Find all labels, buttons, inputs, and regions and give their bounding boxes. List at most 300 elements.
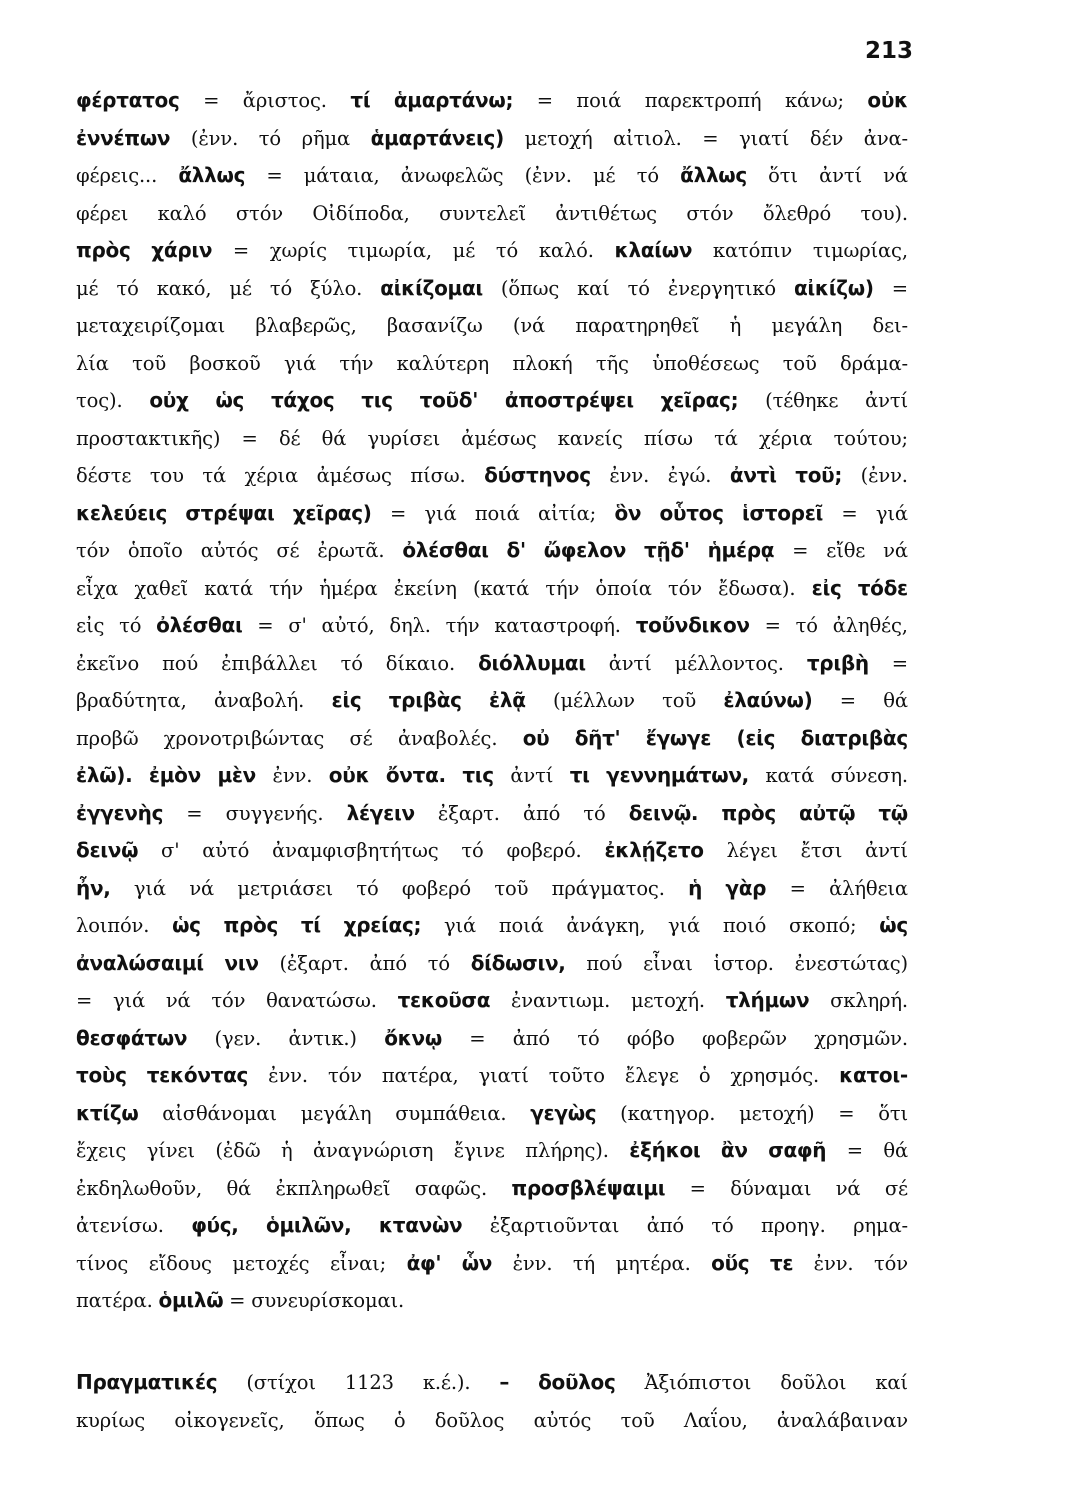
gloss-word: γιά: [668, 914, 701, 937]
gloss-word: τά: [202, 464, 227, 487]
gloss-word: κατόπιν: [712, 239, 793, 262]
gloss-word: οἰκογενεῖς,: [174, 1408, 285, 1432]
gloss-word: τό: [583, 801, 606, 825]
gloss-word: κατά: [204, 576, 253, 600]
gloss-word: ποιά: [576, 89, 622, 112]
lemma-word: ἐννέπων: [76, 125, 171, 150]
gloss-word: μέ: [76, 276, 99, 300]
gloss-word: δύναμαι: [730, 1176, 812, 1200]
gloss-word: ποιά: [498, 914, 544, 937]
gloss-word: εἴδους: [148, 1251, 212, 1275]
lemma-word: τι: [569, 763, 590, 787]
text-line: [76, 495, 908, 533]
gloss-word: δει-: [872, 314, 908, 337]
gloss-word: του: [149, 464, 184, 487]
gloss-word: τό: [495, 239, 519, 262]
gloss-word: τούτου;: [833, 426, 908, 450]
gloss-word: ἄριστος.: [242, 89, 327, 112]
lemma-word: τε: [769, 1250, 794, 1275]
text-line: [76, 1095, 908, 1133]
lemma-word: δύστηνος: [484, 463, 591, 487]
lemma-word: ἁμαρτάνεις): [370, 125, 504, 150]
gloss-word: συνευρίσκομαι.: [251, 1289, 405, 1312]
gloss-word: (ἐξαρτ.: [279, 951, 349, 975]
gloss-word: ἐνεστώτας): [794, 951, 908, 975]
gloss-word: δίκαιο.: [385, 651, 456, 675]
gloss-word: γιατί: [478, 1064, 529, 1087]
gloss-word: τόν: [327, 1064, 362, 1087]
gloss-word: μετριάσει: [237, 876, 333, 900]
lemma-word: οὐ: [522, 725, 550, 750]
gloss-word: εἰς: [76, 614, 105, 637]
lemma-word: ἐγγενὴς: [76, 800, 164, 825]
gloss-word: αὐτός: [533, 1408, 592, 1432]
lemma-word: ὡς: [879, 913, 908, 937]
lemma-word: γεννημάτων,: [606, 763, 749, 787]
text-line: [76, 795, 908, 833]
gloss-word: ἀντί: [819, 164, 862, 187]
lemma-word: διόλλυμαι: [478, 650, 586, 675]
gloss-word: ὁ: [698, 1064, 711, 1087]
gloss-word: Ἀξιόπιστοι: [644, 1370, 752, 1394]
gloss-word: εἴθε: [826, 539, 866, 562]
gloss-word: ἔγινε: [453, 1139, 505, 1162]
lemma-word: δ': [506, 538, 526, 562]
lemma-word: (εἰς: [736, 725, 776, 750]
lemma-word: ἐλῶ).: [76, 763, 133, 787]
gloss-word: ἀντί: [608, 651, 652, 675]
lemma-word: χεῖρας): [292, 500, 372, 525]
gloss-word: ἐγώ.: [667, 464, 712, 487]
gloss-word: νά: [165, 989, 191, 1012]
lemma-word: Πραγματικές: [76, 1369, 218, 1394]
gloss-word: τό: [119, 614, 142, 637]
gloss-word: σέ: [276, 539, 300, 562]
gloss-word: (κατά: [472, 576, 530, 600]
gloss-word: (στίχοι: [246, 1370, 316, 1394]
gloss-word: μεταχειρίζομαι: [76, 314, 226, 337]
lemma-word: προσβλέψαιμι: [511, 1175, 666, 1200]
gloss-word: κανείς: [557, 426, 623, 450]
lemma-word: ἐκλῄζετο: [604, 838, 704, 862]
text-line: [76, 870, 908, 908]
gloss-word: συγγενής.: [225, 801, 324, 825]
gloss-word: γυρίσει: [367, 426, 441, 450]
gloss-word: χρησμός.: [730, 1064, 820, 1087]
gloss-word: ἐνν.: [272, 764, 313, 787]
gloss-word: ἐνν.: [268, 1064, 308, 1087]
gloss-word: κυρίως: [76, 1408, 146, 1432]
gloss-word: =: [229, 1289, 246, 1312]
lemma-word: τριβὰς: [388, 688, 462, 712]
gloss-word: =: [841, 501, 858, 525]
gloss-word: του).: [860, 201, 908, 225]
text-line: [76, 307, 908, 345]
lemma-word: ἄλλως: [680, 163, 747, 187]
gloss-word: μάταια,: [303, 164, 380, 187]
lemma-word: ἱστορεῖ: [742, 500, 824, 525]
gloss-word: φοβερό: [401, 876, 471, 900]
gloss-word: καταστροφή.: [494, 614, 621, 637]
lemma-word: ὄκνῳ: [384, 1025, 442, 1050]
gloss-word: τό: [116, 276, 139, 300]
lemma-word: τάχος: [270, 388, 335, 412]
gloss-word: =: [257, 614, 274, 637]
lemma-word: τοῦδ': [419, 388, 479, 412]
gloss-word: (νά: [512, 314, 546, 337]
gloss-word: πλοκή: [512, 351, 573, 375]
gloss-word: μεγάλη: [771, 314, 843, 337]
gloss-word: βασανίζω: [386, 314, 483, 337]
gloss-word: =: [702, 126, 719, 150]
gloss-word: ἐναντιωμ.: [510, 989, 611, 1012]
gloss-word: θά: [883, 689, 908, 712]
gloss-word: ἀνα-: [863, 126, 908, 150]
gloss-word: ἀναλάβαιναν: [776, 1408, 908, 1432]
lemma-word: πρὸς: [223, 913, 279, 937]
text-line: [76, 832, 908, 870]
gloss-word: ἀπό: [369, 951, 407, 975]
gloss-word: γιά: [875, 501, 908, 525]
gloss-word: ἐνν.: [609, 464, 650, 487]
lemma-word: οὐκ: [328, 763, 370, 787]
lemma-word: αἰκίζομαι: [380, 275, 483, 300]
lemma-word: τις: [361, 388, 393, 412]
text-line: [76, 1402, 908, 1440]
gloss-word: δοῦλος: [434, 1408, 505, 1432]
text-line: [76, 1132, 908, 1170]
gloss-word: αὐτό: [202, 839, 250, 862]
lemma-word: χεῖρας;: [660, 388, 739, 412]
lemma-word: κλαίων: [614, 238, 693, 262]
gloss-word: καί: [577, 276, 610, 300]
lemma-word: ἄλλως: [178, 163, 246, 187]
gloss-word: σκοπό;: [788, 914, 857, 937]
gloss-word: βοσκοῦ: [189, 351, 261, 375]
gloss-word: γιά: [424, 501, 457, 525]
text-line: [76, 345, 908, 383]
gloss-word: σαφῶς.: [414, 1176, 487, 1200]
gloss-word: ἀντί: [865, 839, 908, 862]
gloss-word: τοῦ: [782, 351, 817, 375]
gloss-word: πού: [162, 651, 199, 675]
gloss-word: χέρια: [244, 464, 299, 487]
gloss-word: ὁποῖο: [127, 539, 183, 562]
lemma-word: ἐμὸν: [148, 763, 201, 787]
gloss-word: ἡ: [729, 314, 742, 337]
lemma-word: οὐκ: [867, 88, 908, 112]
gloss-word: σύνεση.: [830, 764, 908, 787]
gloss-word: μετοχές: [232, 1251, 310, 1275]
lemma-word: τεκόντας: [146, 1063, 249, 1087]
text-line: [76, 720, 908, 758]
gloss-word: ἐκδηλωθοῦν,: [76, 1176, 203, 1200]
gloss-word: λοιπόν.: [76, 914, 150, 937]
gloss-word: Λαΐου,: [683, 1408, 748, 1432]
gloss-word: ἔλεγε: [624, 1064, 679, 1087]
gloss-word: ἐρωτᾶ.: [317, 539, 385, 562]
gloss-word: γιά: [444, 914, 477, 937]
lemma-word: χρείας;: [343, 913, 422, 937]
gloss-word: τος).: [76, 389, 123, 412]
gloss-word: μεγάλη: [300, 1101, 372, 1125]
gloss-word: γιά: [133, 876, 166, 900]
gloss-word: =: [536, 89, 553, 112]
lemma-word: οὗτος: [659, 500, 724, 525]
gloss-word: νά: [883, 539, 908, 562]
gloss-word: (γεν.: [214, 1026, 262, 1050]
text-line: [76, 1245, 908, 1283]
lemma-word: ἦν,: [76, 875, 111, 900]
gloss-word: πατέρα.: [76, 1289, 153, 1312]
gloss-word: τοῦτο: [548, 1064, 605, 1087]
gloss-word: ἐνεργητικό: [667, 276, 776, 300]
lemma-word: ἁμαρτάνω;: [393, 88, 514, 112]
gloss-word: βραδύτητα,: [76, 689, 187, 712]
gloss-word: προηγ.: [761, 1214, 826, 1237]
gloss-word: λέγει: [726, 839, 778, 862]
gloss-word: =: [839, 689, 856, 712]
gloss-word: πατέρα,: [381, 1064, 459, 1087]
lemma-word: τεκοῦσα: [397, 988, 491, 1012]
gloss-word: ἐνν.: [512, 1251, 553, 1275]
gloss-word: ποιά: [474, 501, 520, 525]
gloss-word: σκληρή.: [830, 989, 908, 1012]
text-line: [76, 270, 908, 308]
lemma-word: τῷ: [878, 800, 908, 825]
gloss-word: αἰτία;: [538, 501, 597, 525]
gloss-word: ἀναμφισβητήτως: [272, 839, 439, 862]
lemma-word: νιν: [224, 950, 259, 975]
gloss-word: σέ: [349, 726, 373, 750]
gloss-word: ἀληθές,: [832, 614, 908, 637]
gloss-word: νά: [835, 1176, 861, 1200]
gloss-word: φόβο: [626, 1026, 675, 1050]
gloss-word: πού: [586, 951, 623, 975]
gloss-word: γίνει: [146, 1139, 195, 1162]
gloss-word: τό: [577, 1026, 600, 1050]
gloss-word: μέ: [593, 164, 616, 187]
gloss-word: μέ: [229, 276, 252, 300]
gloss-word: ρημα-: [853, 1214, 908, 1237]
gloss-word: =: [76, 989, 93, 1012]
gloss-word: σέ: [884, 1176, 908, 1200]
text-line: [76, 1170, 908, 1208]
gloss-word: μετοχή.: [630, 989, 705, 1012]
gloss-word: =: [186, 801, 203, 825]
text-line: [76, 907, 908, 945]
text-line: [76, 682, 908, 720]
lemma-word: ἡ: [688, 875, 703, 900]
gloss-word: φοβερό.: [506, 839, 582, 862]
gloss-word: τήν: [445, 614, 480, 637]
gloss-word: νά: [189, 876, 215, 900]
gloss-word: =: [266, 164, 283, 187]
gloss-word: ἀτενίσω.: [76, 1214, 164, 1237]
gloss-word: παρατηρηθεῖ: [575, 314, 700, 337]
gloss-word: (κατηγορ.: [620, 1101, 716, 1125]
gloss-word: τό: [636, 164, 659, 187]
lemma-word: κτίζω: [76, 1100, 139, 1125]
text-line: [76, 232, 908, 270]
lemma-word: ὄντα.: [385, 763, 446, 787]
gloss-word: προστακτικῆς): [76, 426, 221, 450]
lemma-word: αἰκίζω): [793, 275, 874, 300]
gloss-word: ὁποία: [595, 576, 652, 600]
gloss-word: καί: [875, 1370, 908, 1394]
gloss-word: ἐνν.: [813, 1251, 854, 1275]
gloss-word: θά: [226, 1176, 252, 1200]
gloss-word: ὅτι: [878, 1101, 908, 1125]
gloss-word: φέρεις...: [76, 164, 158, 187]
gloss-word: τόν: [76, 539, 110, 562]
gloss-word: μετοχή: [524, 126, 593, 150]
gloss-word: αὐτό,: [321, 614, 375, 637]
section-heading-line: [76, 1362, 908, 1402]
lemma-word: εἰς: [331, 688, 362, 712]
gloss-word: εἶναι;: [329, 1251, 387, 1275]
gloss-word: =: [891, 276, 908, 300]
lemma-word: ἀφ': [406, 1250, 442, 1275]
gloss-word: (ἐνν.: [860, 464, 908, 487]
text-line: [76, 645, 908, 683]
gloss-word: συμπάθεια.: [395, 1101, 507, 1125]
gloss-word: τόν: [873, 1251, 908, 1275]
gloss-word: τό: [356, 876, 379, 900]
gloss-word: ἔτσι: [800, 839, 843, 862]
lemma-word: σαφῆ: [768, 1138, 827, 1162]
lemma-word: ἀναλώσαιμί: [76, 950, 204, 975]
lemma-word: ἔγωγε: [645, 725, 712, 750]
lemma-word: δῆτ': [574, 725, 621, 750]
text-line: [76, 532, 908, 570]
text-line: [76, 420, 908, 458]
gloss-word: τά: [714, 426, 738, 450]
gloss-word: αἰτιολ.: [613, 126, 682, 150]
lemma-word: ἐλαύνω): [723, 688, 813, 712]
gloss-word: τόν: [667, 576, 702, 600]
gloss-word: (ὅπως: [500, 276, 560, 300]
gloss-word: =: [689, 1176, 706, 1200]
lemma-word: φέρτατος: [76, 88, 180, 112]
gloss-word: αἰσθάνομαι: [162, 1101, 277, 1125]
gloss-word: ἀνωφελῶς: [400, 164, 504, 187]
gloss-word: ἀμέσως: [461, 426, 537, 450]
gloss-word: =: [846, 1139, 863, 1162]
gloss-word: πίσω.: [410, 464, 466, 487]
text-line: [76, 1057, 908, 1095]
gloss-word: ἀπό: [522, 801, 561, 825]
text-line: [76, 1207, 908, 1245]
gloss-word: καλό: [157, 201, 207, 225]
lemma-word: γὰρ: [725, 875, 767, 900]
gloss-word: =: [232, 239, 250, 262]
gloss-word: χωρίς: [269, 239, 327, 262]
gloss-word: θά: [321, 426, 347, 450]
gloss-word: μέ: [452, 239, 476, 262]
lemma-word: –: [499, 1369, 510, 1394]
gloss-word: τό: [461, 839, 484, 862]
text-line: [76, 982, 908, 1020]
gloss-word: γιά: [284, 351, 317, 375]
gloss-word: εἶχα: [76, 576, 119, 600]
gloss-word: λία: [76, 351, 109, 375]
lemma-word: κατοι-: [839, 1063, 908, 1087]
lemma-word: οὕς: [711, 1250, 750, 1275]
gloss-word: ξύλο.: [310, 276, 363, 300]
lemma-word: διατριβὰς: [800, 725, 908, 750]
gloss-word: ρῆμα: [301, 126, 351, 150]
lemma-word: τόδε: [857, 575, 908, 600]
lemma-word: τις: [462, 763, 494, 787]
gloss-word: ἐκεῖνο: [76, 651, 140, 675]
lemma-word: οὐχ: [149, 388, 189, 412]
text-line: [76, 1282, 908, 1320]
text-line: [76, 82, 908, 120]
gloss-word: τήν: [545, 576, 580, 600]
lemma-word: ὁμιλῶν,: [266, 1213, 352, 1237]
gloss-word: γιά: [113, 989, 146, 1012]
gloss-word: ἀνάγκη,: [566, 914, 646, 937]
gloss-word: κατά: [765, 764, 815, 787]
gloss-word: τοῦ: [132, 351, 167, 375]
lemma-word: ὁμιλῶ: [158, 1288, 224, 1312]
gloss-word: =: [389, 501, 407, 525]
gloss-word: σ': [161, 839, 180, 862]
text-line: [76, 457, 908, 495]
lemma-word: ἐξήκοι: [629, 1138, 701, 1162]
lemma-word: τοῦ;: [795, 463, 843, 487]
gloss-word: θανατώσω.: [266, 989, 377, 1012]
commentary-text: [76, 82, 908, 1439]
gloss-word: (ἐνν.: [190, 126, 239, 150]
gloss-word: τήν: [269, 576, 304, 600]
gloss-word: ἀντιθέτως: [555, 201, 657, 225]
gloss-word: ἀναγνώριση: [313, 1139, 434, 1162]
gloss-word: τιμωρίας,: [812, 239, 908, 262]
text-line: [76, 1020, 908, 1058]
gloss-word: ὅτι: [768, 164, 798, 187]
gloss-word: δέστε: [76, 464, 132, 487]
gloss-word: =: [891, 651, 908, 675]
lemma-word: λέγειν: [346, 800, 415, 825]
gloss-word: τό: [269, 276, 293, 300]
gloss-word: στόν: [686, 201, 734, 225]
gloss-word: καλό.: [538, 239, 594, 262]
gloss-word: ἀλήθεια: [829, 876, 908, 900]
gloss-word: ἀπό: [646, 1214, 684, 1237]
lemma-word: δοῦλος: [538, 1369, 616, 1394]
lemma-word: τί: [350, 88, 371, 112]
gloss-word: τήν: [339, 351, 374, 375]
gloss-word: ὅπως: [313, 1408, 365, 1432]
gloss-word: (τέθηκε: [765, 389, 839, 412]
gloss-word: ἀμέσως: [316, 464, 392, 487]
lemma-word: μὲν: [217, 763, 257, 787]
gloss-word: (ἐδῶ: [215, 1139, 261, 1162]
gloss-word: τό: [258, 126, 281, 150]
text-line: [76, 382, 908, 420]
gloss-word: τῆς: [595, 351, 629, 375]
gloss-word: =: [792, 539, 809, 562]
text-line: [76, 757, 908, 795]
gloss-word: τή: [572, 1251, 596, 1275]
gloss-word: =: [764, 614, 781, 637]
gloss-word: ἔδωσα).: [718, 576, 796, 600]
gloss-word: τό: [340, 651, 363, 675]
gloss-word: ὁ: [393, 1408, 406, 1432]
text-line: [76, 157, 908, 195]
